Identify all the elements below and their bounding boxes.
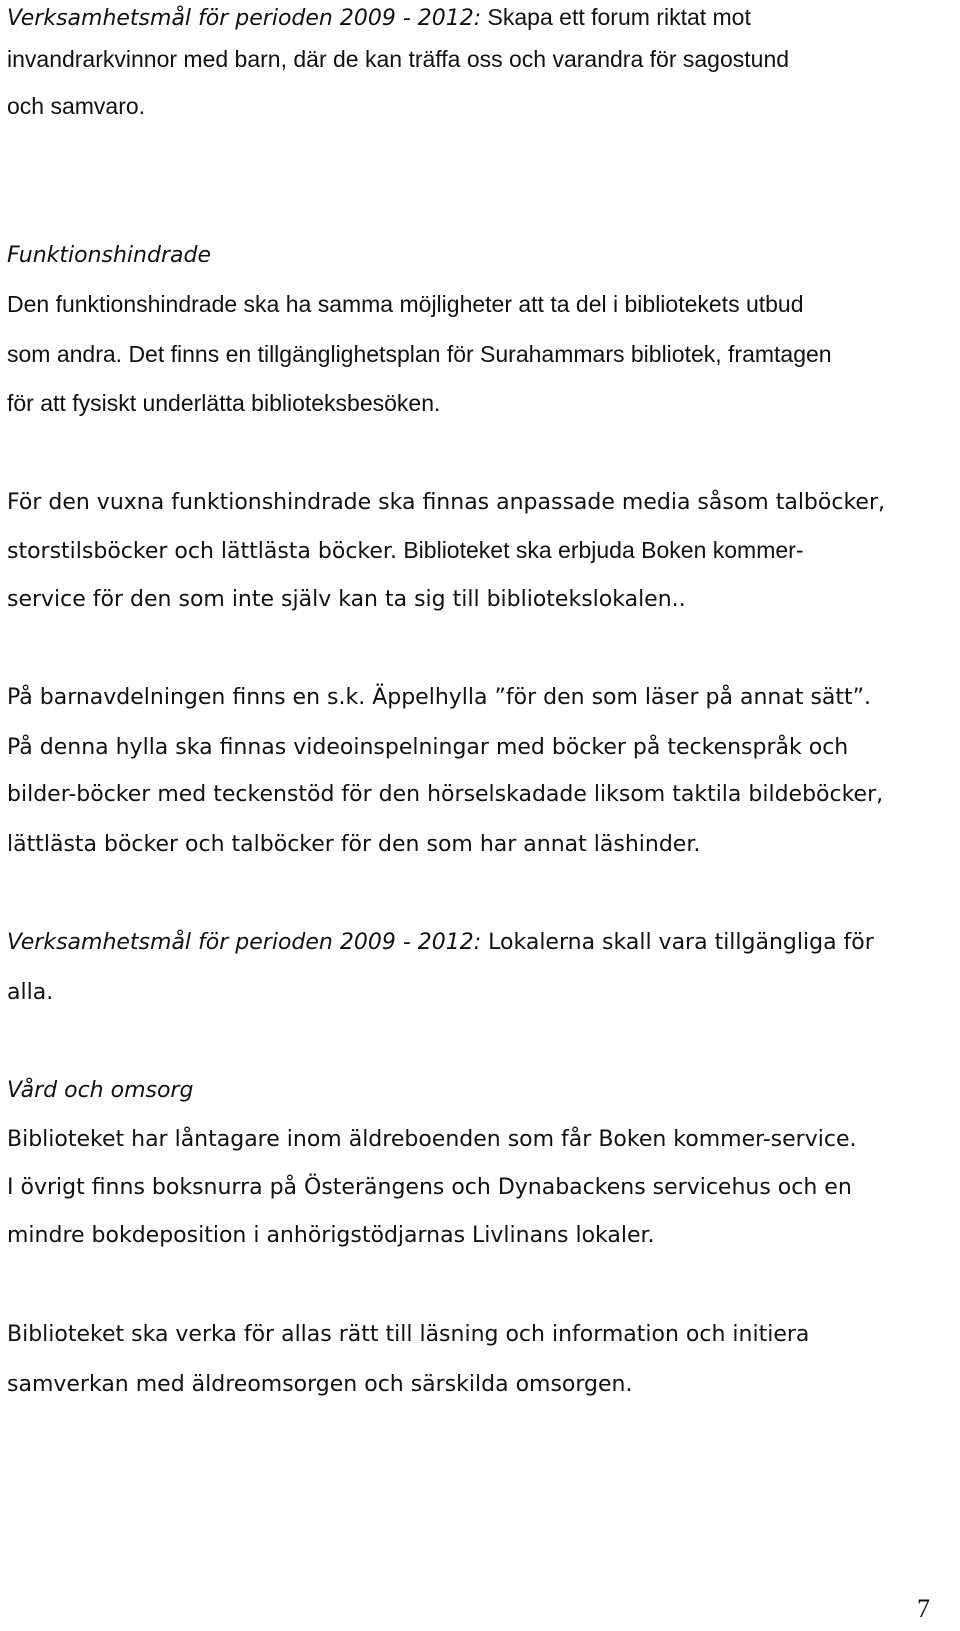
text-line: Biblioteket har låntagare inom äldreboenden som får Boken kommer-service. xyxy=(7,1127,857,1152)
text-line: invandrarkvinnor med barn, där de kan träffa oss och varandra för sagostund xyxy=(7,46,790,72)
text-line: som andra. Det finns en tillgänglighetsplan för Surahammars bibliotek, framtagen xyxy=(7,341,832,367)
goal-text: Lokalerna skall vara tillgängliga för xyxy=(481,930,874,955)
goal-label: Verksamhetsmål för perioden 2009 - 2012: xyxy=(7,6,482,31)
text-line: alla. xyxy=(7,980,54,1005)
section-heading: Vård och omsorg xyxy=(7,1078,194,1103)
text-line: I övrigt finns boksnurra på Österängens och Dynabackens servicehus och en xyxy=(7,1175,852,1200)
text-line: På barnavdelningen finns en s.k. Äppelhylla ”för den som läser på annat sätt”. xyxy=(7,685,872,710)
goal-text: Skapa ett forum riktat mot xyxy=(481,4,751,30)
text-line: lättlästa böcker och talböcker för den som har annat läshinder. xyxy=(7,832,701,857)
text-line: service för den som inte själv kan ta sig till bibliotekslokalen.. xyxy=(7,587,686,612)
text-line: och samvaro. xyxy=(7,93,146,119)
text-line: för att fysiskt underlätta biblioteksbesöken. xyxy=(7,390,441,416)
text-line xyxy=(7,535,803,565)
text-line: mindre bokdeposition i anhörigstödjarnas Livlinans lokaler. xyxy=(7,1223,655,1248)
page-number: 7 xyxy=(917,1594,930,1623)
text-segment: storstilsböcker och lättlästa böcker. xyxy=(7,539,397,564)
text-line: Biblioteket ska verka för allas rätt till läsning och information och initiera xyxy=(7,1322,810,1347)
section-heading: Funktionshindrade xyxy=(7,243,211,268)
text-line: samverkan med äldreomsorgen och särskilda omsorgen. xyxy=(7,1372,633,1397)
text-line: På denna hylla ska finnas videoinspelningar med böcker på teckenspråk och xyxy=(7,735,849,760)
text-line: bilder-böcker med teckenstöd för den hörselskadade liksom taktila bildeböcker, xyxy=(7,782,884,807)
text-line: Den funktionshindrade ska ha samma möjligheter att ta del i bibliotekets utbud xyxy=(7,291,804,317)
text-line: För den vuxna funktionshindrade ska finnas anpassade media såsom talböcker, xyxy=(7,490,885,515)
goal-line xyxy=(7,928,874,958)
goal-label: Verksamhetsmål för perioden 2009 - 2012: xyxy=(7,930,482,955)
goal-line xyxy=(7,2,751,32)
text-segment: Biblioteket ska erbjuda Boken kommer- xyxy=(396,537,804,563)
